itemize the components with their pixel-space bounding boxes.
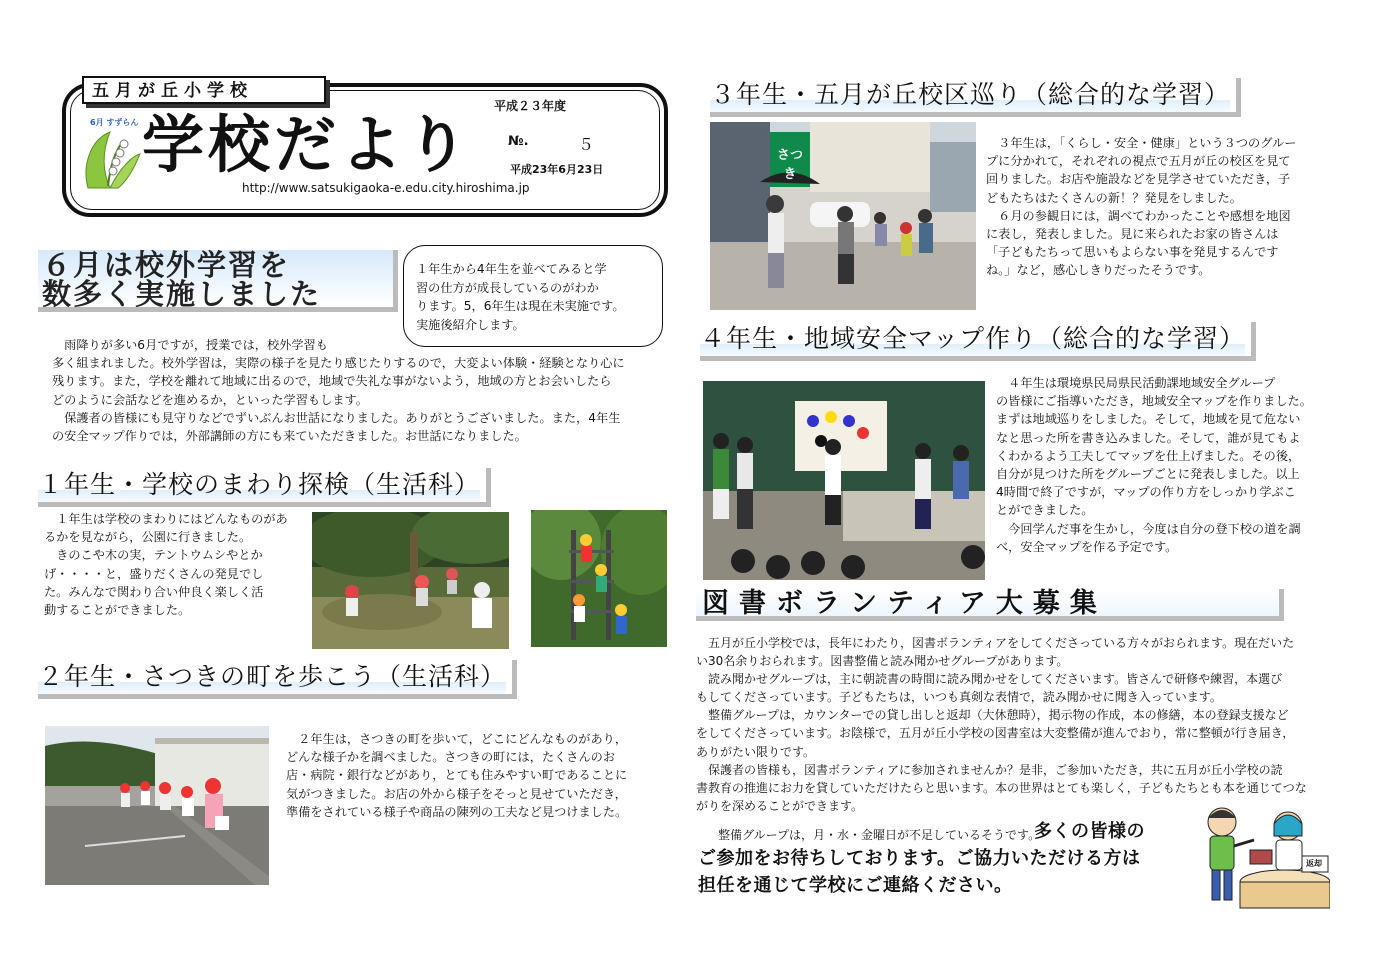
intro-note: １年生から4年生を並べてみると学 習の仕方が成長しているのがわか ります。5，6年生は現在未実施です。 実施後紹介します。 [403, 245, 663, 347]
grade2-body: ２年生は，さつきの町を歩いて，どこにどんなものがあり， どんな様子かを調べました。さつきの町には，たくさんのお 店・病院・銀行などがあり，とても住みやすい町であることに 気がつきました。お店の外から様子をそっと見せていただき， 準備をされている様子や商品の陳列の工夫など見つけました。 [286, 732, 628, 819]
grade4-heading: ４年生・地域安全マップ作り（総合的な学習） [700, 322, 1256, 361]
intro-banner [38, 250, 398, 312]
page-title: 学校だより [142, 108, 473, 181]
logo-caption: 6月 すずらん [90, 118, 139, 127]
grade3-photo-town [710, 122, 976, 310]
grade1-body: １年生は学校のまわりにはどんなものがあ るかを見ながら，公園に行きました。 きのこや木の実，テントウムシやとか げ・・・・と，盛りだくさんの発見でし た。みんなで関わり合い仲良く楽しく活 動することができました。 [44, 512, 288, 618]
issue-date: 平成23年6月23日 [510, 163, 604, 176]
counter-sign: 返却 [1306, 859, 1322, 868]
grade3-heading: ３年生・五月が丘校区巡り（総合的な学習） [710, 78, 1241, 117]
library-heading: 図書ボランティア大募集 [702, 588, 1107, 619]
library-body: 五月が丘小学校では，長年にわたり，図書ボランティアをしてくださっている方々がおられます。現在だいた い30名余りおられます。図書整備と読み聞かせグループがあります。 読み聞かせグループは，主に朝読書の時間に読み聞かせをしてくださいます。皆さんで研修や練習，本選び もしてくださっています。子どもたちは，いつも真剣な表情で，読み聞かせに聞き入っています。 整備グループは，カウンターでの貸し出しと返却（大休憩時），掲示物の作成，本の修繕，本の登録支援など をしてくださっています。お陰様で，五月が丘小学校の図書室は大変整備が進んでおり，常に整頓が行き届き， ありがたい限りです。 保護者の皆様も，図書ボランティアに参加されませんか？是非，ご参加いただき，共に五月が丘小学校の読 書教育の推進にお力を貸していただけたらと思います。本の世界はとても楽しく，子どもたちとも本を通じてつな がりを深めることができます。 [696, 636, 1307, 813]
intro-body: 雨降りが多い6月ですが，授業では，校外学習も 多く組まれました。校外学習は，実際の様子を見たり感じたりするので，大変よい体験・経験となり心に 残ります。また，学校を離れて地域に出るので，地域で失礼な事がないよう，地域の方とお会いしたら どのように会話などを進めるか，といった学習もします。 保護者の皆様にも見守りなどでずいぶんお世話になりました。ありがとうございました。また，4年生 の安全マップ作りでは，外部講師の方にも来ていただきました。お世話になりました。 [52, 338, 625, 444]
school-name: 五月が丘小学校 [82, 76, 326, 104]
closing-emphasis-2: ご参加をお待ちしております。ご協力いただける方は 担任を通じて学校にご連絡ください。 [698, 848, 1141, 896]
grade1-photo-climbing [531, 510, 667, 647]
fiscal-year: 平成２３年度 [494, 99, 567, 113]
issue-label: №. [508, 134, 529, 149]
intro-banner-text: ６月は校外学習を 数多く実施しました [42, 248, 322, 311]
grade4-photo-presentation [703, 381, 985, 580]
grade3-body: ３年生は，「くらし・安全・健康」という３つのグルー プに分かれて，それぞれの視点で五月が丘の校区を見て 回りました。お店や施設などを見学させていただき，子 どもたちはたくさんの新！？発見をしました。 ６月の参観日には，調べてわかったことや感想を地図 に表し，発表しました。見に来られたお家の皆さんは 「子どもたちって思いもよらない事を発見するんです ね。」など，感心しきりだったそうです。 [986, 136, 1297, 278]
issue-number: ５ [578, 135, 595, 154]
library-heading-box [696, 589, 1284, 621]
lily-of-the-valley-icon [80, 118, 142, 190]
grade1-photo-park [312, 512, 509, 649]
grade2-heading: ２年生・さつきの町を歩こう（生活科） [38, 660, 517, 699]
closing-note: 整備グループは，月・水・金曜日が不足しているそうです。 [706, 828, 1041, 842]
closing-emphasis-1: 多くの皆様の [1034, 821, 1145, 842]
website-url[interactable]: http://www.satsukigaoka-e.edu.city.hiroshima.jp [242, 181, 530, 195]
shop-sign: さつき [776, 148, 803, 182]
grade2-photo-walk [45, 726, 269, 885]
grade4-body: ４年生は環境県民局県民活動課地域安全グループ の皆様にご指導いただき，地域安全マップを作りました。 まずは地域巡りをしました。そして，地域を見て危ない なと思った所を書き込みました。そして，誰が見てもよ くわかるよう工夫してマップを仕上げました。その後， 自分が見つけた所をグループごとに発表しました。以上 4時間で終了ですが，マップの作り方をしっかり学ぶこ とができました。 今回学んだ事を生かし，今度は自分の登下校の道を調 べ，安全マップを作る予定です。 [996, 376, 1312, 554]
grade1-heading: １年生・学校のまわり探検（生活科） [38, 468, 491, 507]
library-counter-illustration [1190, 800, 1330, 912]
